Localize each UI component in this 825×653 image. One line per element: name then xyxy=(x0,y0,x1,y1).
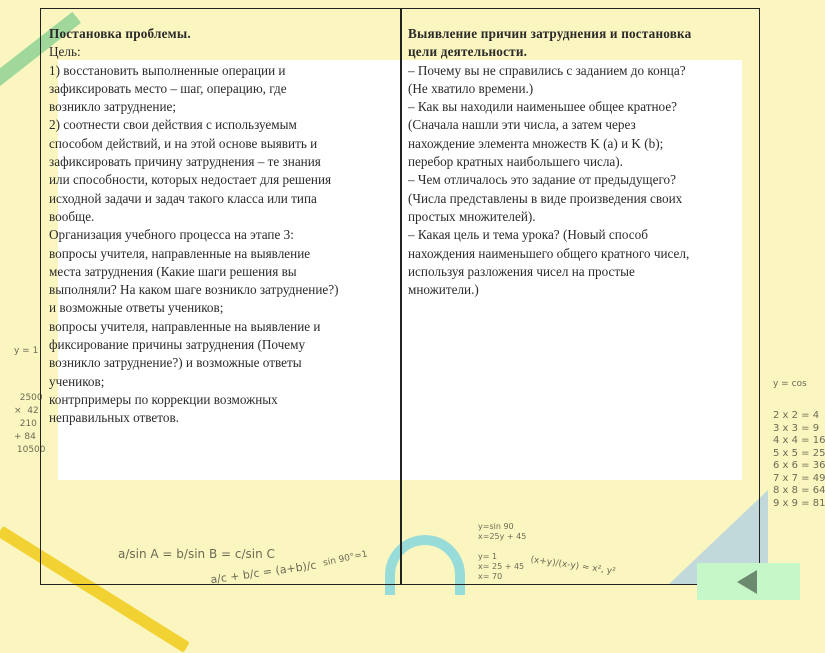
problem-statement-cell xyxy=(49,25,399,428)
right-heading: Выявление причин затруднения и постановка xyxy=(408,26,692,41)
law-of-sines-decoration: a/sin A = b/sin B = c/sin C xyxy=(118,547,275,561)
text-line: нахождение элемента множеств K (a) и K (b); xyxy=(408,135,664,151)
text-line: исходной задачи и задач такого класса или типа xyxy=(49,190,317,206)
text-line: фиксирование причины затруднения (Почему xyxy=(49,337,306,353)
text-line: – Почему вы не справились с заданием до конца? xyxy=(408,62,686,78)
fraction-sum-decoration: a/c + b/c = (a+b)/c xyxy=(209,558,318,587)
text-line: (Числа представлены в виде произведения своих xyxy=(408,190,683,206)
text-line: 2) соотнести свои действия с используемым xyxy=(49,117,297,133)
text-line: зафиксировать причину затруднения – те знания xyxy=(49,154,321,170)
sin90-decoration: sin 90°=1 xyxy=(322,549,369,569)
text-line: контрпримеры по коррекции возможных xyxy=(49,391,278,407)
triangle-left-icon xyxy=(737,570,757,594)
text-line: неправильных ответов. xyxy=(49,410,179,426)
column-divider xyxy=(400,9,402,584)
left-heading: Постановка проблемы. xyxy=(49,26,191,41)
text-line: – Какая цель и тема урока? (Новый способ xyxy=(408,227,648,243)
text-line: выполняли? На каком шаге возникло затруднение?) xyxy=(49,282,339,298)
text-line: нахождения наименьшего общего кратного чисел, xyxy=(408,245,690,261)
text-line: простых множителей). xyxy=(408,208,536,224)
text-line: способом действий, и на этой основе выявить и xyxy=(49,135,318,151)
text-line: места затруднения (Какие шаги решения вы xyxy=(49,263,297,279)
text-line: 1) восстановить выполненные операции и xyxy=(49,62,286,78)
text-line: вопросы учителя, направленные на выявление и xyxy=(49,318,321,334)
right-heading: цели деятельности. xyxy=(408,44,528,60)
equation-system-decoration: y=sin 90 x=25y + 45 y= 1 x= 25 + 45 x= 70 xyxy=(478,522,527,581)
text-line: и возможные ответы учеников; xyxy=(49,300,224,316)
y-cos-decoration: y = cos xyxy=(773,379,807,389)
text-line: множители.) xyxy=(408,282,479,298)
text-line: возникло затруднение?) и возможные ответы xyxy=(49,355,302,371)
text-line: используя разложения чисел на простые xyxy=(408,263,635,279)
text-line: (Не хватило времени.) xyxy=(408,80,534,96)
multiplication-decoration: 2500 × 42 210 + 84 10500 xyxy=(14,393,46,455)
text-line: вопросы учителя, направленные на выявление xyxy=(49,245,311,261)
text-line: перебор кратных наибольшего числа). xyxy=(408,154,623,170)
text-line: возникло затруднение; xyxy=(49,99,177,115)
text-line: – Как вы находили наименьшее общее кратное? xyxy=(408,99,678,115)
product-decoration: (x+y)/(x-y) ≈ x², y² xyxy=(529,555,617,577)
difficulty-causes-cell xyxy=(408,25,758,299)
back-button[interactable] xyxy=(697,563,800,600)
text-line: Организация учебного процесса на этапе 3: xyxy=(49,227,294,243)
text-line: или способности, которых недостает для решения xyxy=(49,172,332,188)
lesson-table xyxy=(40,8,760,585)
text-line: Цель: xyxy=(49,44,81,60)
squares-table-decoration: 2 x 2 = 4 3 x 3 = 9 4 x 4 = 16 5 x 5 = 25 6 x 6 = 36 7 x 7 = 49 8 x 8 = 64 9 x 9 = 81 xyxy=(773,410,825,509)
text-line: вообще. xyxy=(49,208,95,224)
text-line: – Чем отличалось это задание от предыдущего? xyxy=(408,172,676,188)
text-line: зафиксировать место – шаг, операцию, где xyxy=(49,80,287,96)
text-line: учеников; xyxy=(49,373,105,389)
text-line: (Сначала нашли эти числа, а затем через xyxy=(408,117,636,133)
y-equals-1-decoration: y = 1 xyxy=(14,346,39,356)
